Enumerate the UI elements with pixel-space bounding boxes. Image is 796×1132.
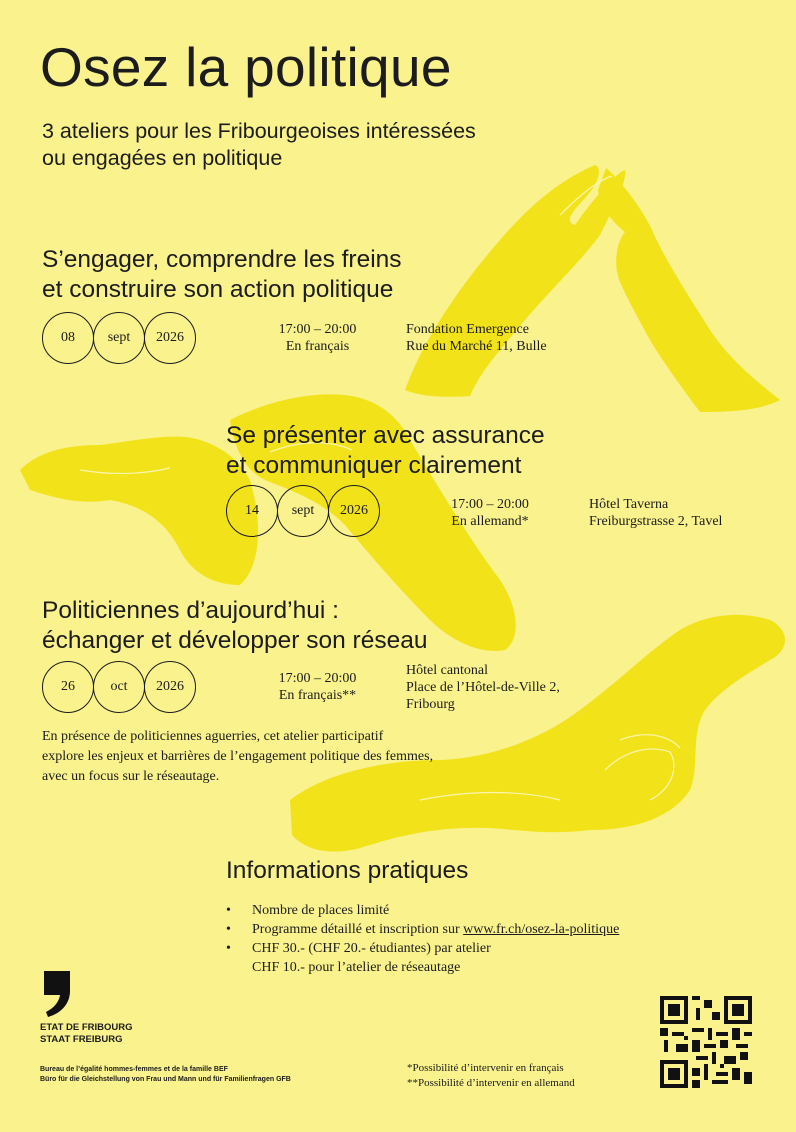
- workshop-3-description: En présence de politiciennes aguerries, cet atelier participatif explore les enjeux et barrières de l’engagement politique des femmes, avec un focus sur le réseautage.: [42, 729, 434, 784]
- bureau-name: Bureau de l’égalité hommes-femmes et de la famille BEF Büro für die Gleichstellung von Frau und Mann und für Familienfragen GFB: [40, 1066, 291, 1083]
- workshop-2-time: 17:00 – 20:00 En allemand*: [451, 497, 529, 529]
- workshop-2-location: Hôtel Taverna Freiburgstrasse 2, Tavel: [589, 497, 723, 529]
- list-item: • Nombre de places limité: [226, 903, 390, 918]
- list-item: • Programme détaillé et inscription sur www.fr.ch/osez-la-politique: [226, 922, 620, 937]
- workshop-1-time: 17:00 – 20:00 En français: [278, 322, 357, 354]
- institution-name: ETAT DE FRIBOURG STAAT FREIBURG: [40, 1022, 133, 1045]
- date-day: 26: [42, 661, 94, 713]
- date-year: 2026: [328, 485, 380, 537]
- date-month: sept: [277, 485, 329, 537]
- date-year: 2026: [144, 312, 196, 364]
- footnotes: *Possibilité d’intervenir en français **Possibilité d’intervenir en allemand: [407, 1062, 575, 1089]
- qr-code-icon[interactable]: [660, 996, 752, 1088]
- workshop-1-title: S’engager, comprendre les freins et construire son action politique: [42, 246, 402, 303]
- upper-hand-left: [405, 165, 625, 397]
- workshop-2-title: Se présenter avec assurance et communiquer clairement: [226, 422, 545, 479]
- etat-de-fribourg-logo-icon: [40, 971, 74, 1017]
- poster-title: Osez la politique: [40, 36, 452, 98]
- date-year: 2026: [144, 661, 196, 713]
- workshop-1-location: Fondation Emergence Rue du Marché 11, Bulle: [406, 322, 547, 354]
- date-month: oct: [93, 661, 145, 713]
- date-day: 14: [226, 485, 278, 537]
- date-day: 08: [42, 312, 94, 364]
- middle-hand-left: [20, 437, 258, 585]
- workshop-3-date: [42, 661, 195, 713]
- list-item: • CHF 30.- (CHF 20.- étudiantes) par atelier CHF 10.- pour l’atelier de réseautage: [226, 941, 491, 975]
- website-link[interactable]: www.fr.ch/osez-la-politique: [463, 922, 620, 937]
- practical-info-title: Informations pratiques: [226, 857, 469, 884]
- workshop-2-date: [226, 485, 379, 537]
- workshop-3-location: Hôtel cantonal Place de l’Hôtel-de-Ville 2, Fribourg: [406, 663, 560, 712]
- workshop-3-time: 17:00 – 20:00 En français**: [278, 671, 357, 703]
- upper-hand-right: [598, 168, 780, 412]
- practical-info-list: [226, 901, 619, 977]
- workshop-3-title: Politiciennes d’aujourd’hui : échanger et développer son réseau: [42, 597, 428, 654]
- workshop-1-date: [42, 312, 195, 364]
- poster-subtitle: 3 ateliers pour les Fribourgeoises intéressées ou engagées en politique: [42, 119, 476, 170]
- date-month: sept: [93, 312, 145, 364]
